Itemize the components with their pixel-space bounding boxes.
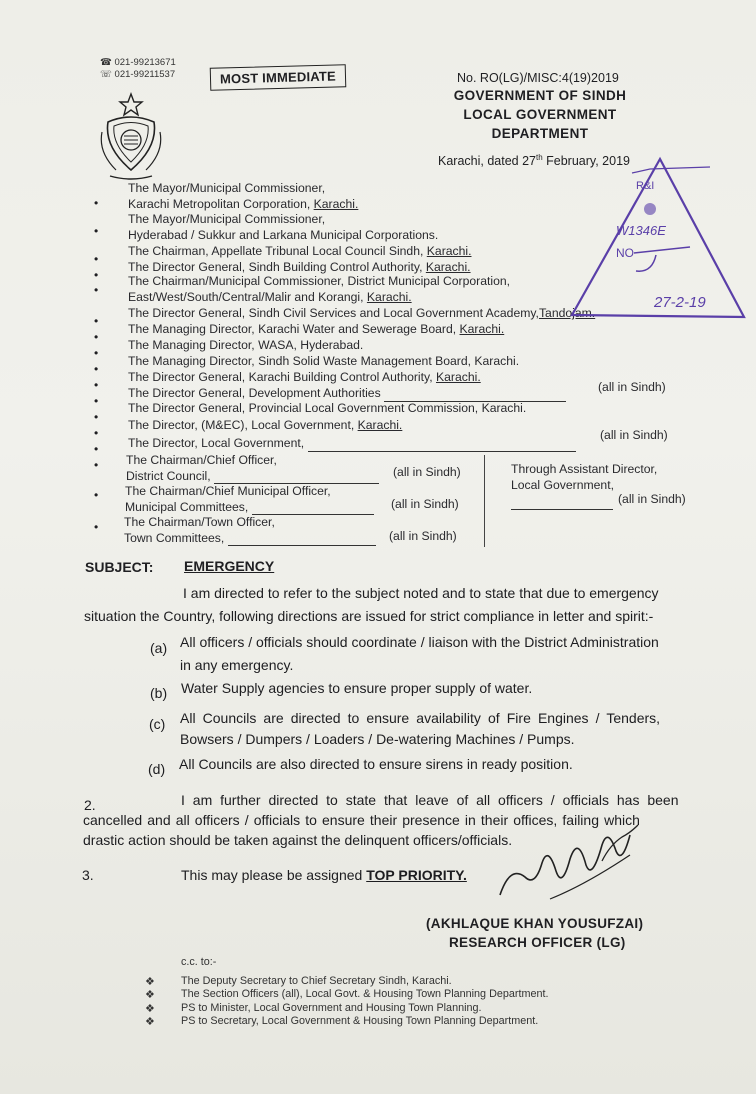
through-assistant-director	[511, 462, 657, 493]
paragraph-3	[181, 867, 467, 883]
addressee-10-text: The Director General, Karachi Building Control Authority,	[128, 370, 433, 384]
addressee-5-line-1: The Chairman/Municipal Commissioner, District Municipal Corporation,	[128, 274, 511, 288]
intro-line-1: I am directed to refer to the subject noted and to state that due to emergency	[183, 585, 659, 601]
bullet: •	[94, 252, 99, 266]
through-blank	[511, 494, 613, 510]
addressee-15-line-2	[126, 469, 379, 485]
addressee-17-line-1: The Chairman/Town Officer,	[124, 515, 275, 529]
paragraph-2-line-2: cancelled and all officers / officials to ensure their presence in their offices, failing which	[83, 812, 640, 828]
column-divider	[484, 455, 485, 547]
most-immediate-badge: MOST IMMEDIATE	[210, 64, 347, 91]
government-heading: GOVERNMENT OF SINDH	[453, 88, 627, 103]
blank-line	[308, 451, 576, 452]
stamp-date: 27-2-19	[654, 294, 706, 311]
sindh-emblem-icon	[96, 92, 166, 189]
bullet: •	[94, 520, 99, 534]
through-line-2: Local Government,	[511, 477, 614, 492]
subject-value: EMERGENCY	[184, 558, 275, 574]
signatory-title: RESEARCH OFFICER (LG)	[449, 935, 626, 950]
handwritten-signature-icon	[490, 815, 650, 910]
stamp-emblem-icon	[644, 203, 656, 215]
addressee-5	[128, 274, 510, 305]
bullet: •	[94, 394, 99, 408]
signatory-name: (AKHLAQUE KHAN YOUSUFZAI)	[426, 916, 644, 931]
subject-label: SUBJECT:	[85, 559, 154, 575]
addressee-2	[128, 212, 438, 243]
bullet: •	[94, 314, 99, 328]
date-sup: th	[536, 153, 543, 162]
phone-line-1: ☎ 021-99213671	[100, 57, 176, 68]
addressee-15	[126, 453, 379, 484]
addressee-16-text: Municipal Committees,	[125, 499, 249, 514]
item-b-label: (b)	[150, 685, 168, 701]
addressee-13-text: The Director, (M&EC), Local Government,	[128, 418, 355, 432]
addressee-7-city: Karachi.	[459, 322, 505, 336]
bullet: •	[94, 283, 99, 297]
addressee-8: The Managing Director, WASA, Hyderabad.	[128, 338, 364, 352]
paragraph-3-number: 3.	[82, 867, 94, 883]
through-scope: (all in Sindh)	[618, 492, 686, 506]
addressee-14-scope: (all in Sindh)	[600, 428, 668, 442]
addressee-1-text: Karachi Metropolitan Corporation,	[128, 196, 311, 211]
bullet: •	[94, 196, 99, 210]
blank-line	[228, 545, 376, 546]
addressee-11-text: The Director General, Development Authorities	[128, 386, 381, 400]
item-a-line-2: in any emergency.	[180, 657, 294, 673]
department-heading-2: DEPARTMENT	[491, 126, 589, 141]
item-d-line-1: All Councils are also directed to ensure sirens in ready position.	[179, 756, 573, 772]
addressee-15-text: District Council,	[126, 468, 211, 483]
item-c-label: (c)	[149, 716, 166, 732]
addressee-16-line-2	[125, 500, 374, 516]
addressee-3	[128, 244, 472, 260]
bullet: •	[94, 346, 99, 360]
paragraph-2-line-3: drastic action should be taken against the delinquent officers/officials.	[83, 832, 513, 848]
addressee-13-city: Karachi.	[357, 418, 403, 432]
bullet: •	[94, 378, 99, 392]
item-d-label: (d)	[148, 761, 166, 777]
addressee-10-city: Karachi.	[436, 370, 481, 384]
cc-bullet: ❖	[145, 989, 155, 1001]
addressee-14	[128, 436, 576, 452]
bullet: •	[94, 410, 99, 424]
addressee-15-scope: (all in Sindh)	[393, 465, 461, 479]
addressee-2-line-2: Hyderabad / Sukkur and Larkana Municipal Corporations.	[128, 227, 439, 242]
addressee-14-text: The Director, Local Government,	[128, 436, 305, 450]
cc-bullet: ❖	[145, 1016, 155, 1028]
bullet: •	[94, 488, 99, 502]
addressee-1-city: Karachi.	[313, 196, 359, 211]
phone-number-2: 021-99211537	[114, 69, 176, 80]
paragraph-3-text: This may please be assigned	[181, 867, 363, 883]
addressee-10	[128, 370, 481, 386]
cc-item-2: The Section Officers (all), Local Govt. & Housing Town Planning Department.	[181, 988, 549, 1000]
addressee-6-city: Tandojam.	[538, 306, 596, 320]
addressee-1-line-2	[128, 197, 358, 213]
addressee-3-city: Karachi.	[426, 244, 472, 258]
addressee-3-text: The Chairman, Appellate Tribunal Local Council Sindh,	[128, 244, 424, 258]
addressee-17-text: Town Committees,	[124, 530, 225, 545]
addressee-7-text: The Managing Director, Karachi Water and Sewerage Board,	[128, 322, 457, 336]
item-c-line-1: All Councils are directed to ensure availability of Fire Engines / Tenders,	[180, 710, 661, 726]
blank-line	[511, 509, 613, 510]
phone-line-2: ☏ 021-99211537	[100, 69, 176, 80]
addressee-16	[125, 484, 374, 515]
bullet: •	[94, 224, 99, 238]
cc-label: c.c. to:-	[181, 956, 217, 968]
item-a-label: (a)	[150, 640, 168, 656]
received-stamp	[560, 155, 750, 335]
intro-line-2: situation the Country, following directions are issued for strict compliance in letter and spirit:-	[84, 608, 654, 624]
paragraph-2-number: 2.	[84, 797, 96, 813]
department-heading-1: LOCAL GOVERNMENT	[463, 107, 617, 122]
addressee-15-line-1: The Chairman/Chief Officer,	[126, 453, 277, 467]
stamp-number: W1346E	[616, 223, 666, 238]
phone-number-1: 021-99213671	[114, 57, 176, 68]
cc-bullet: ❖	[145, 1003, 155, 1015]
addressee-17	[124, 515, 376, 546]
addressee-16-scope: (all in Sindh)	[391, 497, 459, 511]
addressee-4-text: The Director General, Sindh Building Control Authority,	[128, 260, 423, 274]
addressee-4-city: Karachi.	[425, 260, 471, 274]
item-b-line-1: Water Supply agencies to ensure proper supply of water.	[181, 680, 533, 696]
addressee-6	[128, 306, 595, 322]
addressee-5-line-2	[128, 290, 510, 306]
addressee-9: The Managing Director, Sindh Solid Waste Management Board, Karachi.	[128, 354, 520, 368]
date-suffix: February, 2019	[542, 154, 630, 169]
top-priority-text: TOP PRIORITY.	[366, 867, 467, 883]
bullet: •	[94, 442, 99, 456]
addressee-17-scope: (all in Sindh)	[389, 529, 457, 543]
addressee-16-line-1: The Chairman/Chief Municipal Officer,	[125, 484, 331, 498]
through-line-1: Through Assistant Director,	[511, 462, 658, 476]
cc-item-1: The Deputy Secretary to Chief Secretary Sindh, Karachi.	[181, 975, 452, 987]
cc-item-3: PS to Minister, Local Government and Housing Town Planning.	[181, 1002, 482, 1014]
bullet: •	[94, 330, 99, 344]
item-c-line-2: Bowsers / Dumpers / Loaders / De-watering Machines / Pumps.	[180, 731, 575, 747]
bullet: •	[94, 268, 99, 282]
addressee-17-line-2	[124, 531, 376, 547]
addressee-1-line-1: The Mayor/Municipal Commissioner,	[128, 181, 326, 195]
bullet: •	[94, 362, 99, 376]
addressee-11	[128, 386, 566, 402]
bullet: •	[94, 458, 99, 472]
bullet: •	[94, 426, 99, 440]
item-a-line-1: All officers / officials should coordinate / liaison with the District Administration	[180, 634, 659, 650]
cc-bullet: ❖	[145, 976, 155, 988]
addressee-1	[128, 181, 358, 212]
addressee-5-text: East/West/South/Central/Malir and Korangi,	[128, 289, 364, 304]
cc-item-4: PS to Secretary, Local Government & Housing Town Planning Department.	[181, 1015, 539, 1027]
addressee-7	[128, 322, 504, 338]
date-prefix: Karachi, dated 27	[438, 154, 536, 169]
addressee-11-scope: (all in Sindh)	[598, 380, 666, 394]
addressee-6-text: The Director General, Sindh Civil Services and Local Government Academy,	[128, 306, 539, 320]
addressee-12: The Director General, Provincial Local Government Commission, Karachi.	[128, 401, 527, 415]
paragraph-2-line-1: I am further directed to state that leave of all officers / officials has been	[181, 792, 679, 808]
stamp-top-text: R&I	[636, 180, 655, 192]
reference-number: No. RO(LG)/MISC:4(19)2019	[457, 71, 619, 85]
addressee-13	[128, 418, 402, 434]
stamp-no-label: NO	[616, 246, 634, 260]
addressee-5-city: Karachi.	[366, 289, 412, 304]
addressee-2-line-1: The Mayor/Municipal Commissioner,	[128, 212, 326, 226]
